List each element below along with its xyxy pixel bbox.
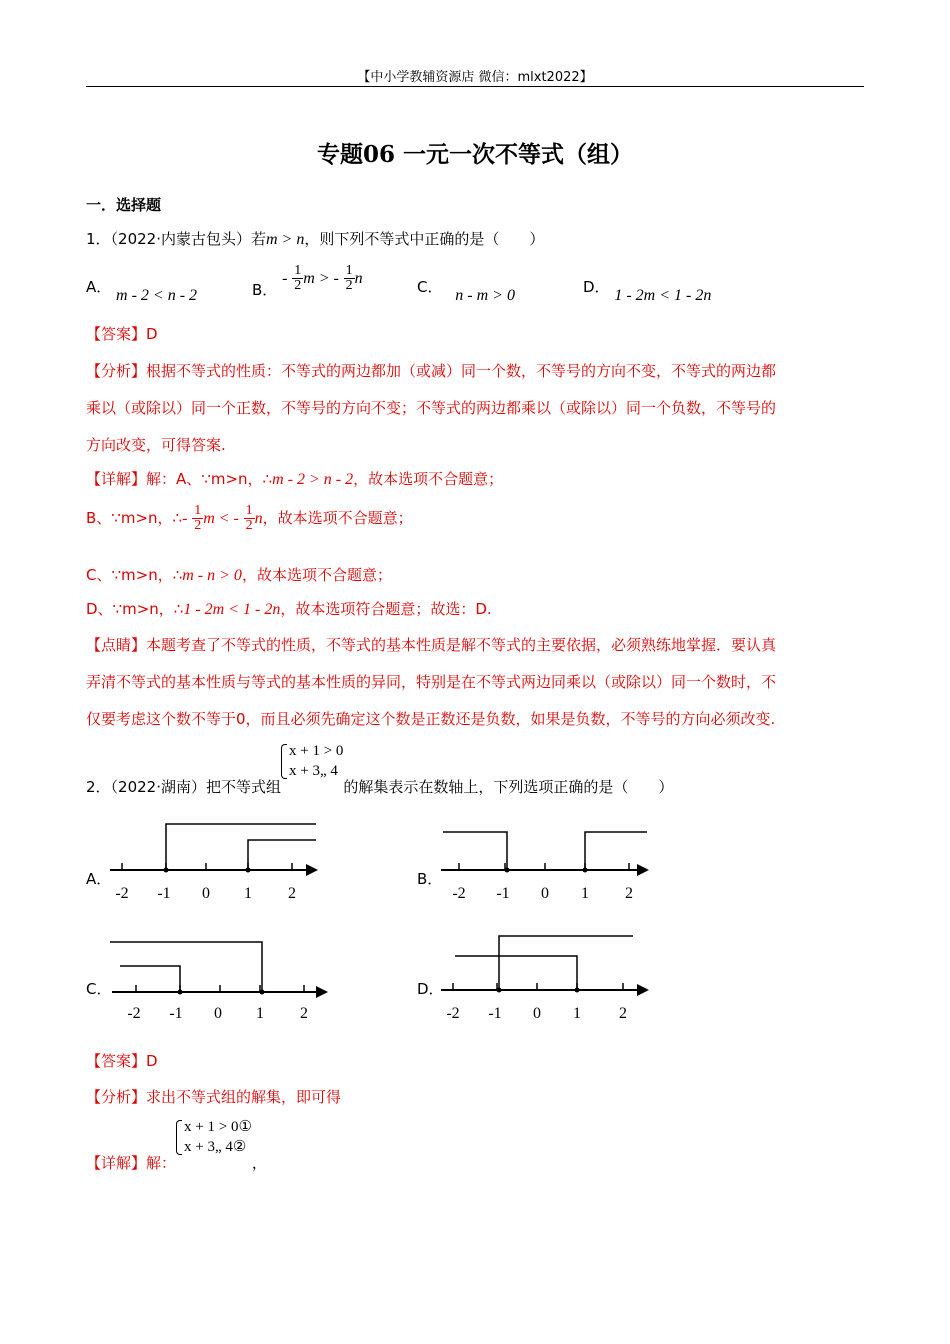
solution-bracket-right <box>585 832 647 870</box>
q1-stem-suffix: ，则下列不等式中正确的是（ ） <box>304 230 545 248</box>
solution-bracket-upper <box>110 942 262 992</box>
point-marker <box>164 868 169 873</box>
q1-detail-a: 【详解】解：A、∵m>n，∴m - 2 > n - 2，故本选项不合题意； <box>86 470 504 488</box>
tick-label: 0 <box>214 1005 222 1022</box>
comment-tag: 【点睛】 <box>86 636 147 654</box>
option-d-math: 1 - 2m < 1 - 2n <box>614 287 712 304</box>
ticks <box>453 983 623 990</box>
q2-answer: 【答案】D <box>86 1052 158 1070</box>
option-label: A． <box>86 278 112 296</box>
q2-option-b-number-line[interactable] <box>437 818 667 904</box>
ticks <box>459 863 629 870</box>
q2-option-c-label[interactable]: C． <box>86 980 112 998</box>
q1-detail-b: B、∵m>n，∴- $\frac{1}{2}$ m < - $\frac{1}{2}$ n，故本选项不合题意； <box>86 503 413 533</box>
q2-option-a-label[interactable]: A． <box>86 870 112 888</box>
q2-stem <box>86 742 674 796</box>
point-marker <box>497 988 502 993</box>
tick-label: 2 <box>288 885 296 902</box>
detail-tag: 【详解】 <box>86 1154 147 1172</box>
point-marker <box>178 990 183 995</box>
q2-option-d-number-line[interactable] <box>437 926 667 1026</box>
tick-label: -2 <box>452 885 466 902</box>
ticks <box>122 863 292 870</box>
ticks <box>136 985 304 992</box>
q2-system: x + 1 > 0 x + 3„ 4 <box>281 742 343 781</box>
q1-stem-condition: m > n <box>266 231 305 248</box>
point-marker <box>575 988 580 993</box>
option-b-fraction-2: $\frac{1}{2}$ <box>345 263 353 293</box>
option-c-math: n - m > 0 <box>455 287 515 304</box>
axis-arrow <box>637 984 649 996</box>
solution-bracket-left <box>443 832 507 870</box>
detail-b-fraction-2: $\frac{1}{2}$ <box>245 503 253 533</box>
solution-bracket-lower <box>248 840 316 870</box>
q2-option-d-label[interactable]: D． <box>417 980 444 998</box>
tick-label: 0 <box>533 1005 541 1022</box>
option-a-math: m - 2 < n - 2 <box>116 287 198 304</box>
solution-bracket-lower <box>455 956 577 990</box>
option-b-math-post: n <box>354 270 363 287</box>
tick-label: 1 <box>256 1005 264 1022</box>
tick-label: -2 <box>446 1005 460 1022</box>
option-b-fraction-1: $\frac{1}{2}$ <box>294 263 302 293</box>
analysis-tag: 【分析】 <box>86 1088 147 1106</box>
detail-b-fraction-1: $\frac{1}{2}$ <box>194 503 202 533</box>
tick-label: -1 <box>169 1005 183 1022</box>
q2-detail: 【详解】解： x + 1 > 0① x + 3„ 4② ， <box>86 1119 267 1172</box>
axis-arrow <box>637 864 649 876</box>
q2-stem-suffix: 的解集表示在数轴上，下列选项正确的是（ ） <box>343 778 674 796</box>
q1-detail-d: D、∵m>n，∴1 - 2m < 1 - 2n，故本选项符合题意；故选：D. <box>86 600 492 618</box>
q1-analysis-line-3: 方向改变，可得答案. <box>86 436 226 454</box>
page-title: 专题06 一元一次不等式（组） <box>316 141 633 168</box>
q1-comment-line-2: 弄清不等式的基本性质与等式的基本性质的异同，特别是在不等式两边同乘以（或除以）同一个数时，不 <box>86 673 777 691</box>
tick-label: -2 <box>127 1005 141 1022</box>
q1-detail-c: C、∵m>n，∴m - n > 0，故本选项不合题意； <box>86 566 392 584</box>
solution-bracket-lower <box>120 966 180 992</box>
analysis-tag: 【分析】 <box>86 362 147 380</box>
page-header: 【中小学教辅资源店 微信：mlxt2022】 <box>357 70 593 85</box>
q2-option-c-number-line[interactable] <box>106 930 336 1026</box>
option-label: D． <box>583 278 610 296</box>
q1-option-b[interactable] <box>252 263 363 299</box>
q1-option-a[interactable] <box>86 276 198 304</box>
q1-stem <box>86 228 544 249</box>
q2-stem-prefix: 2．（2022·湖南）把不等式组 <box>86 778 281 796</box>
tick-label: 2 <box>619 1005 627 1022</box>
q2-detail-system: x + 1 > 0① x + 3„ 4② <box>176 1118 252 1157</box>
axis-arrow <box>316 986 328 998</box>
tick-label: 1 <box>581 885 589 902</box>
q1-analysis-line-2: 乘以（或除以）同一个正数，不等号的方向不变；不等式的两边都乘以（或除以）同一个负数，不等号的 <box>86 399 777 417</box>
q2-option-a-number-line[interactable] <box>106 818 336 904</box>
tick-label: 0 <box>541 885 549 902</box>
solution-bracket-upper <box>166 824 316 870</box>
point-marker <box>260 990 265 995</box>
q1-comment-line-3: 仅要考虑这个数不等于0，而且必须先确定这个数是正数还是负数，如果是负数，不等号的方向必须改变. <box>86 710 776 728</box>
tick-label: 1 <box>244 885 252 902</box>
option-label: B． <box>252 281 278 299</box>
q1-answer: 【答案】D <box>86 325 158 343</box>
tick-label: -2 <box>115 885 129 902</box>
q2-analysis: 【分析】求出不等式组的解集，即可得 <box>86 1088 342 1106</box>
point-marker <box>583 868 588 873</box>
detail-tag: 【详解】 <box>86 470 147 488</box>
solution-bracket-upper <box>499 936 633 990</box>
tick-label: -1 <box>496 885 510 902</box>
tick-label: -1 <box>488 1005 502 1022</box>
tick-label: 0 <box>202 885 210 902</box>
tick-label: -1 <box>157 885 171 902</box>
q2-option-b-label[interactable]: B． <box>417 870 443 888</box>
q1-comment-line-1: 【点睛】本题考查了不等式的性质，不等式的基本性质是解不等式的主要依据，必须熟练地掌握．要认真 <box>86 636 777 654</box>
tick-label: 1 <box>573 1005 581 1022</box>
q1-option-c[interactable] <box>417 276 515 304</box>
axis-arrow <box>306 864 318 876</box>
option-b-minus: - <box>282 270 288 287</box>
q1-analysis-line-1: 【分析】根据不等式的性质：不等式的两边都加（或减）同一个数，不等号的方向不变，不等式的两边都 <box>86 362 777 380</box>
option-label: C． <box>417 278 443 296</box>
q1-stem-prefix: 1．（2022·内蒙古包头）若 <box>86 230 266 248</box>
point-marker <box>246 868 251 873</box>
q1-option-d[interactable] <box>583 276 712 304</box>
section-heading: 一．选择题 <box>86 196 162 214</box>
header-rule <box>86 86 864 87</box>
option-b-math-mid: m > - <box>303 270 339 287</box>
tick-label: 2 <box>300 1005 308 1022</box>
tick-label: 2 <box>625 885 633 902</box>
point-marker <box>505 868 510 873</box>
